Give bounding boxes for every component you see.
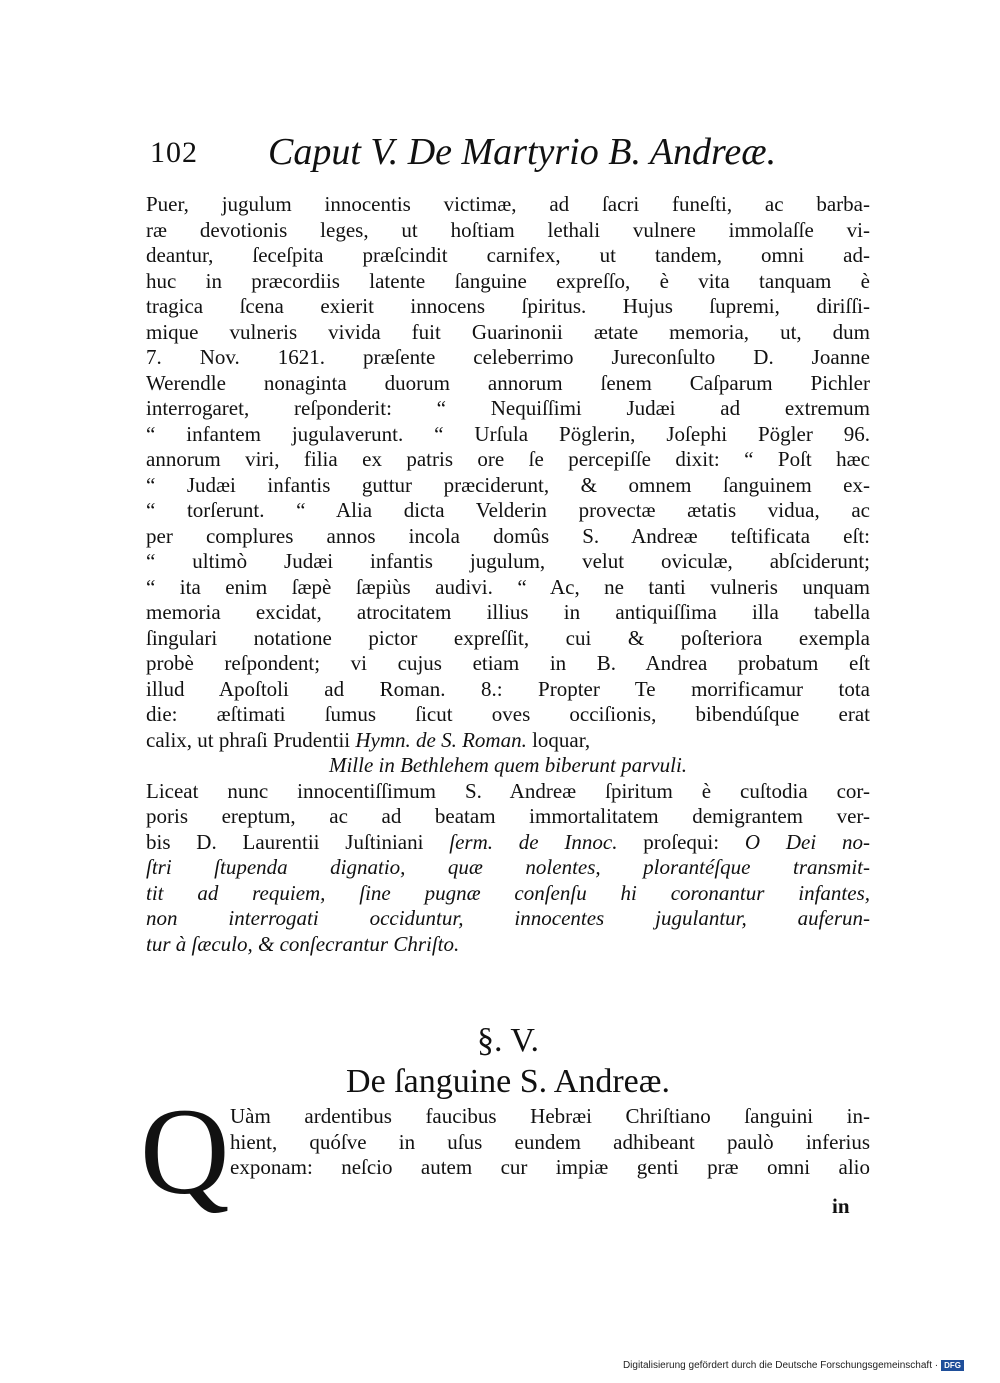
verse-quote: Mille in Bethlehem quem biberunt parvuli. — [328, 753, 688, 777]
text-line: Liceat nunc innocentiſſimum S. Andreæ ſpiritum è cuſtodia cor- — [146, 778, 870, 803]
citation-italic: ſerm. de Innoc. — [449, 829, 618, 854]
text-line: exponam: neſcio autem cur impiæ genti præ omni alio — [230, 1155, 870, 1179]
section-title: De ſanguine S. Andreæ. — [346, 1063, 670, 1100]
text-line: interrogaret, reſponderit: “ Nequiſſimi Judæi ad extremum — [146, 396, 870, 420]
section-number: §. V. — [476, 1022, 540, 1059]
digitization-footer — [623, 1360, 964, 1371]
text-line: deantur, ſeceſpita præſcindit carnifex, ut tandem, omni ad- — [146, 243, 870, 267]
text-line: “ ultimò Judæi infantis jugulum, velut oviculæ, abſciderunt; — [146, 549, 870, 573]
dfg-logo: DFG — [941, 1360, 964, 1371]
quote-line: tur à ſæculo, & conſecrantur Chriſto. — [146, 931, 460, 956]
text-line: “ Judæi infantis guttur præciderunt, & omnem ſanguinem ex- — [146, 472, 870, 497]
text-line: probè reſpondent; vi cujus etiam in B. Andrea probatum eſt — [146, 651, 870, 675]
text-line: 7. Nov. 1621. præſente celeberrimo Jureconſulto D. Joanne — [146, 345, 870, 369]
text-line — [146, 830, 870, 856]
text-line: mique vulneris vivida fuit Guarinonii ætate memoria, ut, dum — [146, 319, 870, 344]
text-line: ræ devotionis leges, ut hoſtiam lethali vulnere immolaſſe vi- — [146, 217, 870, 242]
catchword: in — [832, 1194, 850, 1218]
quote-line: non interrogati occiduntur, innocentes jugulantur, auferun- — [146, 906, 870, 930]
text-line: die: æſtimati ſumus ſicut oves occiſionis, bibendúſque erat — [146, 702, 870, 726]
page-header — [150, 130, 870, 180]
text-line: “ infantem jugulaverunt. “ Urſula Pöglerin, Joſephi Pögler 96. — [146, 421, 870, 446]
text-line: Werendle nonaginta duorum annorum ſenem Caſparum Pichler — [146, 370, 870, 395]
text-line: annorum viri, filia ex patris ore ſe percepiſſe dixit: “ Poſt hæc — [146, 447, 870, 471]
text-line: Uàm ardentibus faucibus Hebræi Chriſtiano ſanguini in- — [230, 1104, 870, 1128]
main-text — [146, 192, 870, 957]
running-title: Caput V. De Martyrio B. Andreæ. — [268, 131, 777, 173]
text-span: proſequi: — [617, 829, 745, 854]
text-span: loquar, — [526, 727, 591, 752]
drop-cap: Q — [140, 1083, 230, 1220]
text-span: calix, ut phraſi Prudentii — [146, 727, 356, 752]
quote-line: tit ad requiem, ſine pugnæ conſenſu hi coronantur infantes, — [146, 880, 870, 905]
text-line — [146, 728, 870, 754]
footer-text: Digitalisierung gefördert durch die Deutsche Forschungsgemeinschaft · — [622, 1360, 939, 1372]
text-line: hient, quóſve in uſus eundem adhibeant paulò inferius — [230, 1129, 870, 1154]
text-line: memoria excidat, atrocitatem illius in antiquiſſima illa tabella — [146, 600, 870, 624]
text-line: ſingulari notatione pictor expreſſit, cui & poſteriora exempla — [146, 625, 870, 650]
text-line: huc in præcordiis latente ſanguine expreſſo, è vita tanquam è — [146, 268, 870, 293]
quote-line: ſtri ſtupenda dignatio, quæ nolentes, plorantéſque transmit- — [146, 855, 870, 879]
text-span: bis D. Laurentii Juſtiniani — [146, 829, 450, 854]
text-line: “ torſerunt. “ Alia dicta Velderin provectæ ætatis vidua, ac — [146, 498, 870, 522]
text-line: poris ereptum, ac ad beatam immortalitatem demigrantem ver- — [146, 804, 870, 828]
page-number: 102 — [150, 136, 198, 169]
text-line: tragica ſcena exierit innocens ſpiritus. Hujus ſupremi, diriſſi- — [146, 294, 870, 318]
text-line: Puer, jugulum innocentis victimæ, ad ſacri funeſti, ac barba- — [146, 192, 870, 216]
section-paragraph — [230, 1104, 870, 1181]
quote-italic: O Dei no- — [744, 829, 870, 854]
text-line: illud Apoſtoli ad Roman. 8.: Propter Te morrificamur tota — [146, 676, 870, 701]
text-line: per complures annos incola domûs S. Andreæ teſtificata eſt: — [146, 523, 870, 548]
text-line: “ ita enim ſæpè ſæpiùs audivi. “ Ac, ne tanti vulneris unquam — [146, 574, 870, 599]
citation-italic: Hymn. de S. Roman. — [355, 727, 527, 752]
